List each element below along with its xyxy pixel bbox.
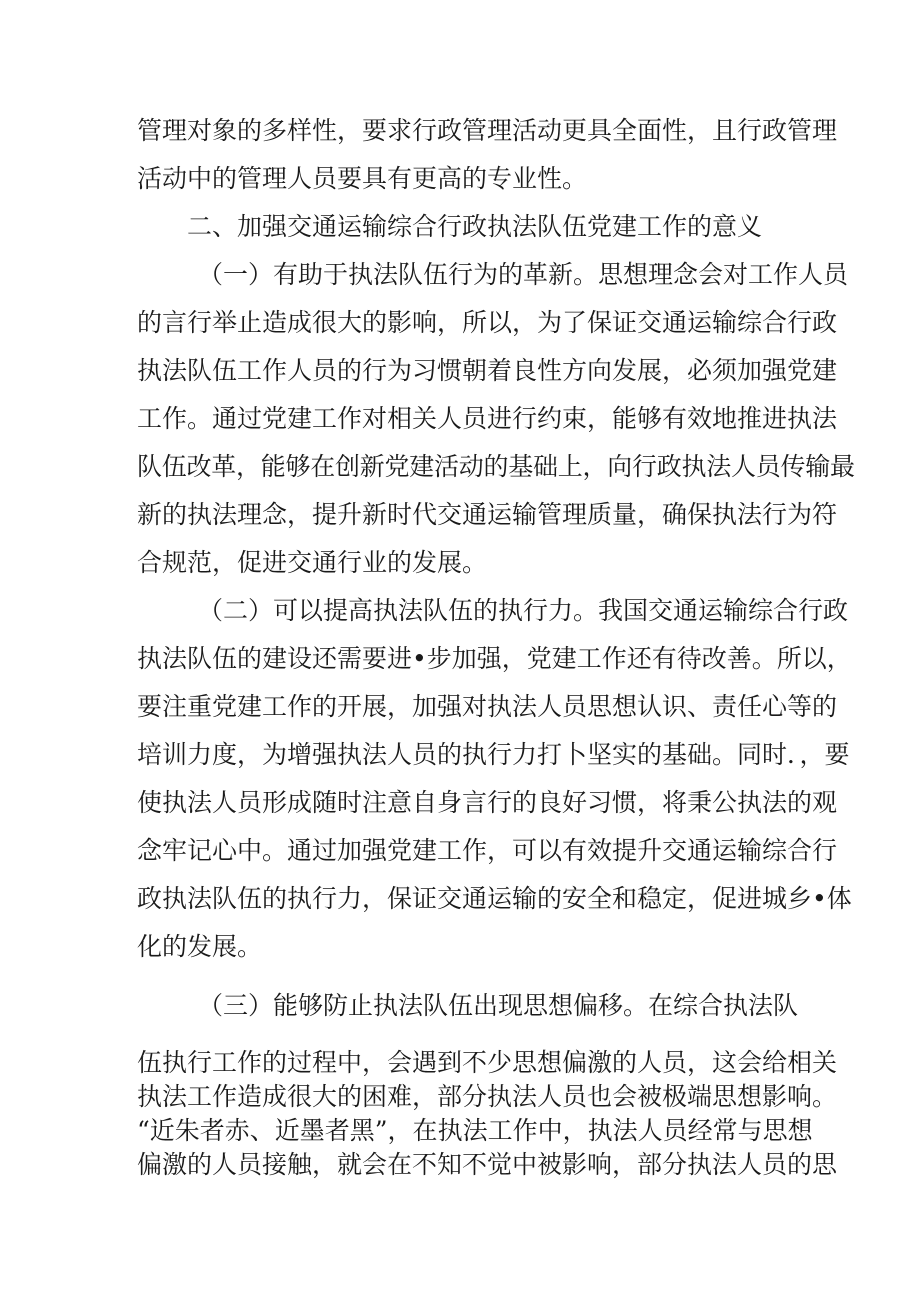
body-line: 队伍改革，能够在创新党建活动的基础上，向行政执法人员传输最: [137, 452, 855, 481]
section-heading: 二、加强交通运输综合行政执法队伍党建工作的意义: [187, 212, 763, 241]
body-line: 活动中的管理人员要具有更高的专业性。: [137, 164, 588, 193]
body-line: 执法队伍的建设还需要进•步加强，党建工作还有待改善。所以，: [137, 644, 852, 673]
body-line: 合规范，促进交通行业的发展。: [137, 548, 488, 577]
subsection-heading-line: （三）能够防止执法队伍出现思想偏移。在综合执法队: [198, 991, 799, 1020]
body-line: 执法工作造成很大的困难，部分执法人员也会被极端思想影响。: [137, 1082, 838, 1111]
body-line: 执法队伍工作人员的行为习惯朝着良性方向发展，必须加强党建: [137, 356, 838, 385]
body-line: 要注重党建工作的开展，加强对执法人员思想认识、责任心等的: [137, 692, 838, 721]
body-line: 化的发展。: [137, 932, 263, 961]
body-line: 的言行举止造成很大的影响，所以，为了保证交通运输综合行政: [137, 308, 838, 337]
subsection-heading-line: （二）可以提高执法队伍的执行力。我国交通运输综合行政: [198, 596, 849, 625]
body-line: 工作。通过党建工作对相关人员进行约束，能够有效地推进执法: [137, 404, 838, 433]
body-line: 念牢记心中。通过加强党建工作，可以有效提升交通运输综合行: [137, 836, 838, 865]
body-line: “近朱者赤、近墨者黑”，在执法工作中，执法人员经常与思想: [137, 1116, 813, 1145]
body-line: 管理对象的多样性，要求行政管理活动更具全面性，且行政管理: [137, 116, 838, 145]
body-line: 政执法队伍的执行力，保证交通运输的安全和稳定，促进城乡•体: [137, 884, 852, 913]
body-line: 使执法人员形成随时注意自身言行的良好习惯，将秉公执法的观: [137, 788, 838, 817]
body-line: 伍执行工作的过程中，会遇到不少思想偏激的人员，这会给相关: [137, 1048, 838, 1077]
body-line: 培训力度，为增强执法人员的执行力打卜坚实的基础。同时．，要: [137, 740, 850, 769]
body-line: 偏激的人员接触，就会在不知不觉中被影响，部分执法人员的思: [137, 1150, 838, 1179]
subsection-heading-line: （一）有助于执法队伍行为的革新。思想理念会对工作人员: [198, 260, 849, 289]
body-line: 新的执法理念，提升新时代交通运输管理质量，确保执法行为符: [137, 500, 838, 529]
